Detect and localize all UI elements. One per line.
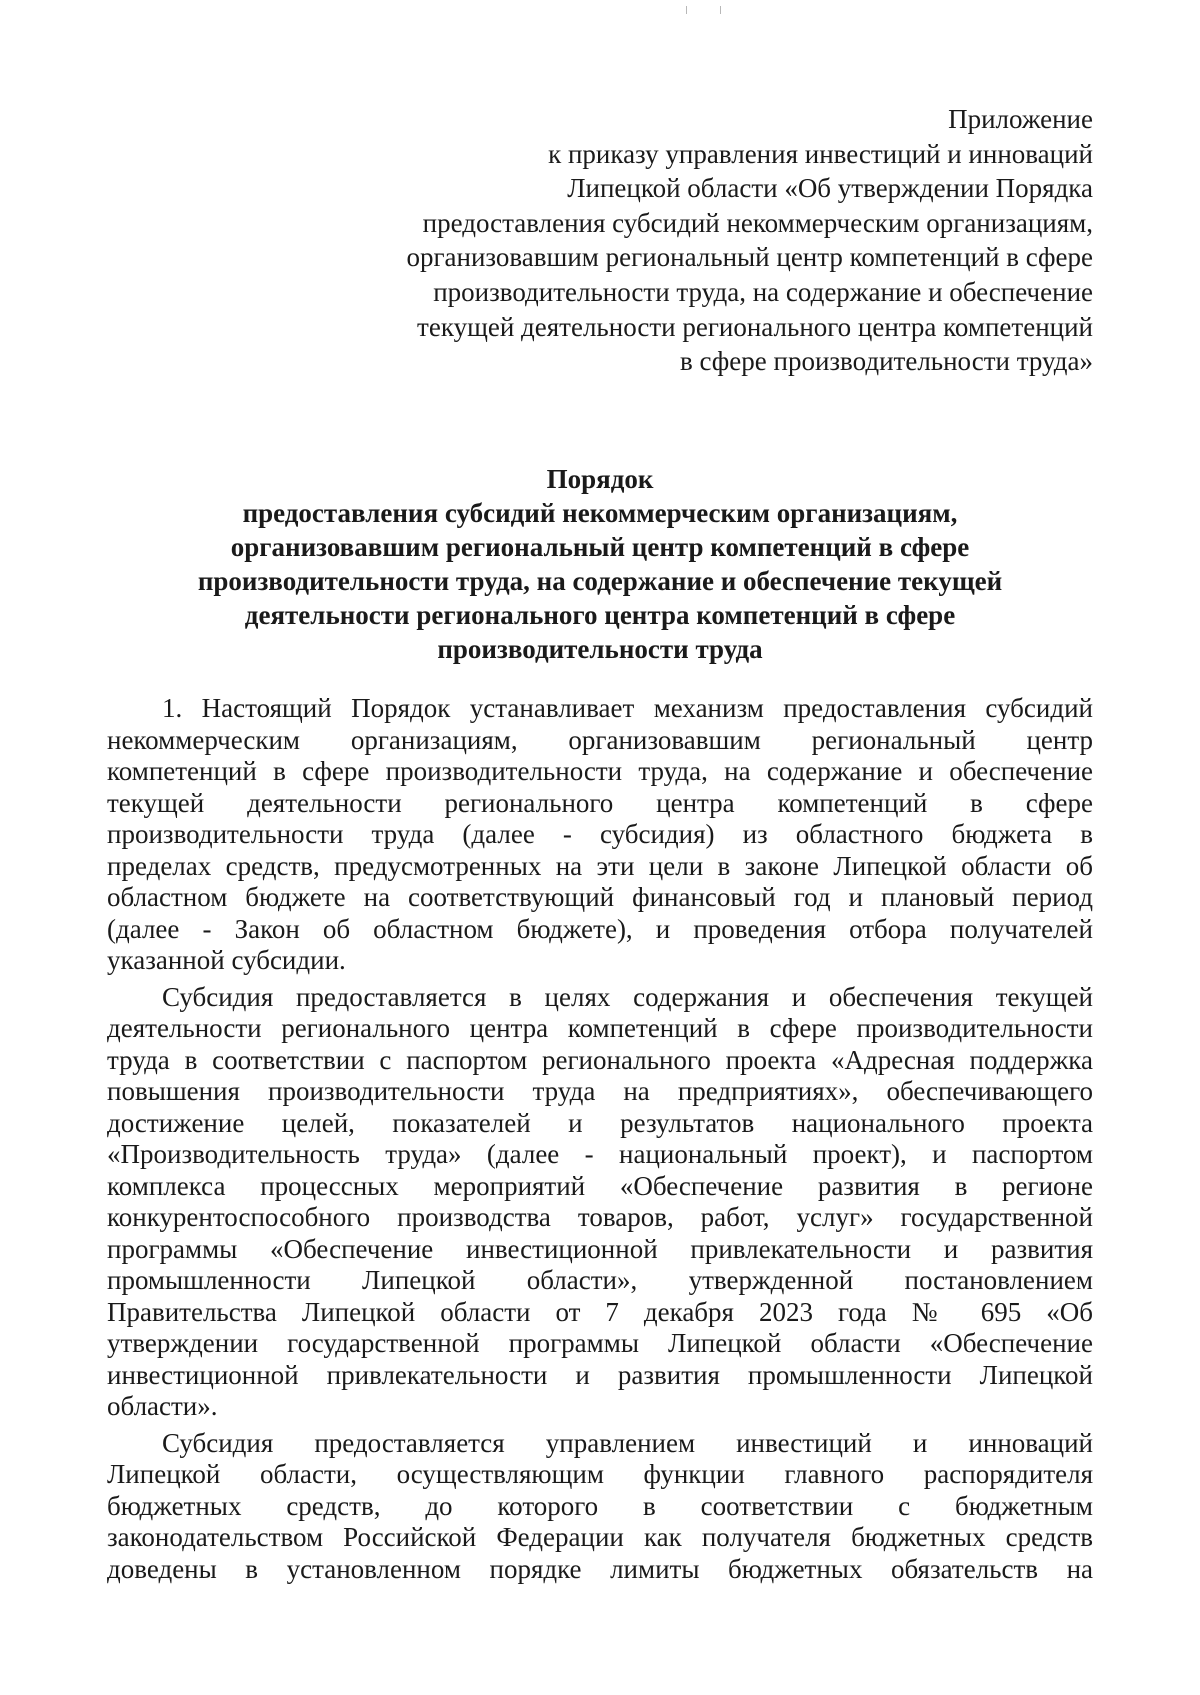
text-line: областном бюджете на соответствующий финансовый год и плановый период — [107, 882, 1093, 912]
text-line: деятельности регионального центра компетенций в сфере производительности — [107, 1013, 1093, 1043]
text-line: Липецкой области, осуществляющим функции главного распорядителя — [107, 1459, 1093, 1489]
appendix-header — [333, 102, 1093, 379]
text-line: пределах средств, предусмотренных на эти цели в законе Липецкой области об — [107, 850, 1093, 881]
text-line: конкурентоспособного производства товаров, работ, услуг» государственной — [107, 1202, 1093, 1232]
text-line: программы «Обеспечение инвестиционной привлекательности и развития — [107, 1233, 1093, 1264]
text-line: инвестиционной привлекательности и развития промышленности Липецкой — [107, 1359, 1093, 1390]
text-line: законодательством Российской Федерации как получателя бюджетных средств — [107, 1522, 1093, 1552]
appendix-line: предоставления субсидий некоммерческим организациям, — [422, 207, 1093, 238]
appendix-line: Липецкой области «Об утверждении Порядка — [567, 173, 1093, 204]
title-line: деятельности регионального центра компетенций в сфере — [244, 600, 956, 630]
text-line: промышленности Липецкой области», утвержденной постановлением — [107, 1265, 1093, 1295]
paragraph-3 — [107, 1428, 1093, 1586]
appendix-line: к приказу управления инвестиций и инноваций — [548, 138, 1093, 169]
text-line: компетенций в сфере производительности труда, на содержание и обеспечение — [107, 756, 1093, 786]
text-line: Правительства Липецкой области от 7 декабря 2023 года № 695 «Об — [107, 1296, 1093, 1327]
appendix-line: в сфере производительности труда» — [679, 346, 1093, 377]
text-line: достижение целей, показателей и результатов национального проекта — [107, 1107, 1093, 1138]
appendix-line: Приложение — [948, 104, 1093, 134]
text-line: труда в соответствии с паспортом регионального проекта «Адресная поддержка — [107, 1044, 1093, 1075]
text-line: Субсидия предоставляется управлением инвестиций и инноваций — [162, 1427, 1093, 1458]
text-line: комплекса процессных мероприятий «Обеспечение развития в регионе — [107, 1170, 1093, 1201]
title-line: организовавшим региональный центр компетенций в сфере — [230, 532, 970, 562]
paragraph-1 — [107, 693, 1093, 977]
text-line: текущей деятельности регионального центра компетенций в сфере — [107, 787, 1093, 818]
title-line: производительности труда, на содержание и обеспечение текущей — [197, 566, 1003, 596]
appendix-line: производительности труда, на содержание и обеспечение — [433, 276, 1093, 307]
text-line: указанной субсидии. — [107, 945, 346, 975]
text-line: некоммерческим организациям, организовавшим региональный центр — [107, 724, 1093, 755]
text-line: производительности труда (далее - субсидия) из областного бюджета в — [107, 819, 1093, 849]
text-line: «Производительность труда» (далее - национальный проект), и паспортом — [107, 1139, 1093, 1169]
text-line: (далее - Закон об областном бюджете), и проведения отбора получателей — [107, 913, 1093, 944]
text-line: 1. Настоящий Порядок устанавливает механизм предоставления субсидий — [162, 693, 1093, 723]
title-line: производительности труда — [437, 634, 763, 664]
text-line: утверждении государственной программы Липецкой области «Обеспечение — [107, 1328, 1093, 1358]
text-line: области». — [107, 1391, 218, 1421]
text-line: Субсидия предоставляется в целях содержания и обеспечения текущей — [162, 981, 1093, 1012]
appendix-line: текущей деятельности регионального центра компетенций — [417, 311, 1093, 342]
title-block — [100, 462, 1100, 666]
text-line: доведены в установленном порядке лимиты бюджетных обязательств на — [107, 1553, 1093, 1584]
paragraph-2 — [107, 982, 1093, 1423]
scan-marks — [686, 6, 786, 16]
text-line: повышения производительности труда на предприятиях», обеспечивающего — [107, 1076, 1093, 1106]
body-text — [107, 693, 1093, 1585]
document-title: Порядок — [546, 464, 654, 494]
text-line: бюджетных средств, до которого в соответствии с бюджетным — [107, 1490, 1093, 1521]
appendix-line: организовавшим региональный центр компетенций в сфере — [406, 242, 1093, 273]
title-line: предоставления субсидий некоммерческим организациям, — [242, 498, 958, 528]
